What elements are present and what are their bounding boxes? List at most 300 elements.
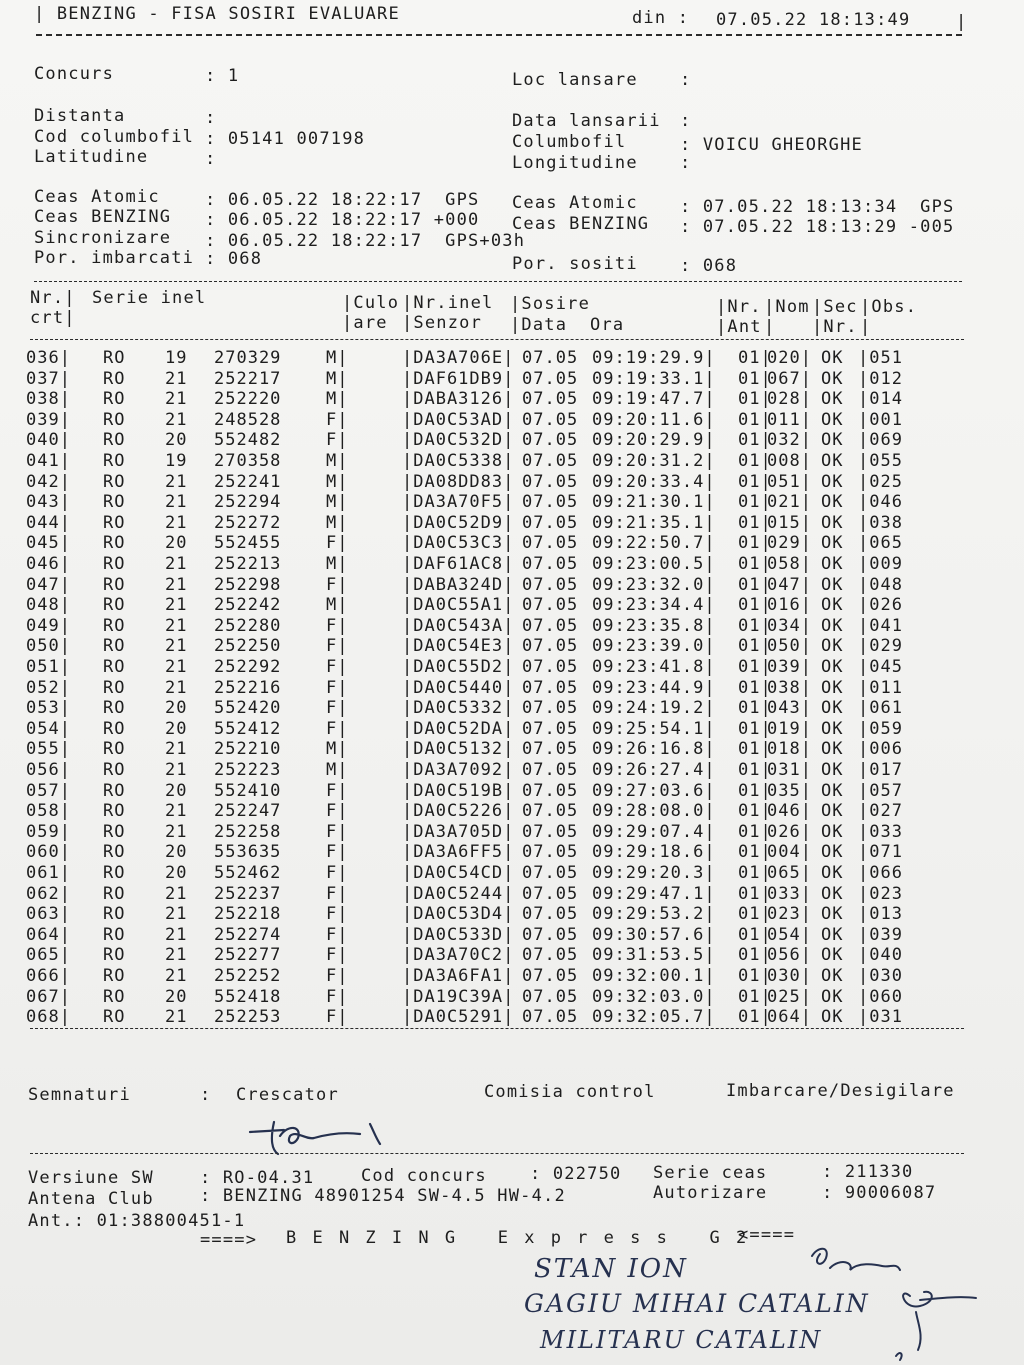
row-arrival-date: 07.05 [522, 615, 579, 636]
row-antenna: 01| [738, 492, 772, 513]
row-country: RO [103, 718, 126, 739]
row-sensor-id: |DA0C5226| [402, 801, 515, 822]
row-antenna: 01| [738, 389, 772, 410]
row-antenna: 01| [738, 698, 772, 719]
row-arrival-date: 07.05 [522, 883, 579, 904]
banner-right-arrow: <==== [738, 1225, 796, 1245]
table-row [0, 987, 1024, 1007]
ceas-benzing-end-value: : 07.05.22 18:13:29 -005 [680, 217, 955, 237]
row-ring-year: 21 [165, 657, 188, 677]
row-sec-status: OK [821, 430, 844, 451]
row-ring-year: 21 [165, 739, 188, 760]
row-sensor-id: |DA3A706E| [402, 348, 515, 368]
row-sec-status: OK [821, 739, 844, 760]
crescator-label: Crescator [236, 1085, 339, 1105]
row-ring-year: 21 [165, 924, 188, 945]
row-arrival-date: 07.05 [522, 904, 579, 925]
row-arrival-time: 09:25:54.1| [592, 718, 716, 739]
row-arrival-date: 07.05 [522, 657, 579, 677]
row-nom: 064| [767, 1007, 812, 1028]
longitudine-label: Longitudine [512, 153, 638, 173]
row-arrival-time: 09:23:35.8| [592, 615, 716, 636]
row-sec-status: OK [821, 1007, 844, 1028]
row-obs: |023 [858, 883, 903, 904]
row-country: RO [103, 430, 126, 451]
ceas-atomic-end-value: : 07.05.22 18:13:34 GPS [680, 197, 955, 217]
row-sec-status: OK [821, 348, 844, 368]
row-country: RO [103, 698, 126, 719]
row-obs: |066 [858, 863, 903, 883]
row-arrival-time: 09:23:44.9| [592, 677, 716, 698]
col-culoare-line2: |are [342, 313, 388, 333]
row-arrival-time: 09:20:31.2| [592, 451, 716, 471]
row-nom: 054| [767, 924, 812, 945]
row-arrival-time: 09:29:07.4| [592, 821, 716, 842]
col-serie-inel: Serie inel [92, 288, 207, 308]
row-nom: 030| [767, 966, 812, 986]
col-nom-line1: |Nom [764, 297, 810, 317]
table-row [0, 369, 1024, 389]
row-arrival-date: 07.05 [522, 636, 579, 657]
row-arrival-time: 09:21:35.1| [592, 512, 716, 533]
row-sec-status: OK [821, 368, 844, 389]
row-country: RO [103, 492, 126, 513]
row-sec-status: OK [821, 863, 844, 883]
row-sensor-id: |DA0C53AD| [402, 409, 515, 430]
row-nr: 067| [26, 986, 71, 1007]
row-sensor-id: |DA3A6FF5| [402, 842, 515, 863]
col-obs-line1: |Obs. [860, 297, 918, 317]
row-country: RO [103, 471, 126, 492]
latitudine-value: : [205, 149, 217, 169]
row-arrival-time: 09:29:53.2| [592, 904, 716, 925]
row-sec-status: OK [821, 780, 844, 801]
row-nr: 043| [26, 492, 71, 513]
row-country: RO [103, 451, 126, 471]
row-sex: F| [326, 718, 349, 739]
row-ring-year: 21 [165, 1007, 188, 1028]
row-obs: |027 [858, 801, 903, 822]
row-arrival-time: 09:29:20.3| [592, 863, 716, 883]
row-nom: 031| [767, 760, 812, 780]
row-sensor-id: |DA19C39A| [402, 986, 515, 1007]
col-obs-line2: | [860, 317, 872, 337]
row-arrival-time: 09:23:00.5| [592, 554, 716, 574]
row-sec-status: OK [821, 801, 844, 822]
row-sec-status: OK [821, 924, 844, 945]
row-ring-year: 20 [165, 842, 188, 863]
row-arrival-time: 09:26:27.4| [592, 760, 716, 780]
row-arrival-time: 09:20:11.6| [592, 409, 716, 430]
row-nom: 065| [767, 863, 812, 883]
row-nr: 060| [26, 842, 71, 863]
row-arrival-time: 09:32:03.0| [592, 986, 716, 1007]
row-country: RO [103, 409, 126, 430]
row-antenna: 01| [738, 1007, 772, 1028]
row-ring-year: 21 [165, 801, 188, 822]
row-sensor-id: |DA3A6FA1| [402, 966, 515, 986]
row-sec-status: OK [821, 533, 844, 554]
row-antenna: 01| [738, 348, 772, 368]
cod-columbofil-label: Cod columbofil [34, 127, 195, 147]
row-antenna: 01| [738, 904, 772, 925]
row-country: RO [103, 615, 126, 636]
row-ring-year: 20 [165, 780, 188, 801]
table-row [0, 925, 1024, 945]
row-sec-status: OK [821, 698, 844, 719]
table-row [0, 945, 1024, 965]
row-nom: 056| [767, 945, 812, 966]
row-obs: |041 [858, 615, 903, 636]
row-nom: 019| [767, 718, 812, 739]
table-row [0, 389, 1024, 409]
row-sex: F| [326, 657, 349, 677]
row-country: RO [103, 512, 126, 533]
row-sec-status: OK [821, 945, 844, 966]
row-nom: 023| [767, 904, 812, 925]
row-sex: M| [326, 760, 349, 780]
row-obs: |009 [858, 554, 903, 574]
row-obs: |030 [858, 966, 903, 986]
row-ring-year: 21 [165, 368, 188, 389]
row-obs: |055 [858, 451, 903, 471]
row-arrival-time: 09:27:03.6| [592, 780, 716, 801]
row-antenna: 01| [738, 554, 772, 574]
row-country: RO [103, 904, 126, 925]
row-nom: 035| [767, 780, 812, 801]
row-arrival-date: 07.05 [522, 945, 579, 966]
table-row [0, 513, 1024, 533]
row-nr: 053| [26, 698, 71, 719]
row-arrival-time: 09:24:19.2| [592, 698, 716, 719]
row-nr: 049| [26, 615, 71, 636]
row-arrival-date: 07.05 [522, 533, 579, 554]
row-sec-status: OK [821, 409, 844, 430]
row-sec-status: OK [821, 615, 844, 636]
col-nr-crt-line2: crt| [30, 308, 76, 328]
row-arrival-time: 09:22:50.7| [592, 533, 716, 554]
row-nr: 057| [26, 780, 71, 801]
row-sex: F| [326, 986, 349, 1007]
row-obs: |040 [858, 945, 903, 966]
concurs-value: : 1 [205, 66, 240, 86]
table-row [0, 904, 1024, 924]
row-arrival-time: 09:29:47.1| [592, 883, 716, 904]
row-obs: |065 [858, 533, 903, 554]
row-sensor-id: |DA0C5440| [402, 677, 515, 698]
row-obs: |013 [858, 904, 903, 925]
table-row [0, 533, 1024, 553]
row-nom: 058| [767, 554, 812, 574]
row-ring-number: 553635 [214, 842, 282, 863]
row-nr: 044| [26, 512, 71, 533]
table-row [0, 760, 1024, 780]
row-country: RO [103, 760, 126, 780]
row-sex: F| [326, 945, 349, 966]
autorizare-label: Autorizare [653, 1183, 768, 1203]
row-sec-status: OK [821, 636, 844, 657]
row-antenna: 01| [738, 595, 772, 616]
table-row [0, 430, 1024, 450]
row-ring-number: 252274 [214, 924, 282, 945]
row-country: RO [103, 739, 126, 760]
table-row [0, 801, 1024, 821]
row-ring-number: 270329 [214, 348, 282, 368]
row-country: RO [103, 801, 126, 822]
row-sex: F| [326, 780, 349, 801]
row-arrival-date: 07.05 [522, 677, 579, 698]
row-country: RO [103, 945, 126, 966]
row-arrival-date: 07.05 [522, 389, 579, 410]
row-sensor-id: |DA0C5132| [402, 739, 515, 760]
row-antenna: 01| [738, 451, 772, 471]
row-ring-year: 21 [165, 595, 188, 616]
row-arrival-time: 09:23:39.0| [592, 636, 716, 657]
row-country: RO [103, 677, 126, 698]
row-nom: 020| [767, 348, 812, 368]
row-sex: F| [326, 883, 349, 904]
row-sec-status: OK [821, 986, 844, 1007]
row-antenna: 01| [738, 533, 772, 554]
row-antenna: 01| [738, 883, 772, 904]
row-sensor-id: |DA0C52DA| [402, 718, 515, 739]
row-ring-number: 252253 [214, 1007, 282, 1028]
row-obs: |038 [858, 512, 903, 533]
row-antenna: 01| [738, 945, 772, 966]
row-sec-status: OK [821, 451, 844, 471]
row-country: RO [103, 821, 126, 842]
row-arrival-time: 09:19:47.7| [592, 389, 716, 410]
row-arrival-date: 07.05 [522, 409, 579, 430]
distanta-label: Distanta [34, 106, 126, 126]
cod-concurs-label: Cod concurs [361, 1166, 487, 1186]
loc-lansare-label: Loc lansare [512, 70, 638, 90]
row-sensor-id: |DA0C543A| [402, 615, 515, 636]
row-ring-number: 252294 [214, 492, 282, 513]
row-sec-status: OK [821, 904, 844, 925]
autorizare-value: : 90006087 [822, 1183, 937, 1203]
table-row [0, 472, 1024, 492]
row-obs: |031 [858, 1007, 903, 1028]
row-nr: 037| [26, 368, 71, 389]
col-nr-crt-line1: Nr.| [30, 288, 76, 308]
table-row [0, 719, 1024, 739]
row-obs: |025 [858, 471, 903, 492]
antenna-id: Ant.: 01:38800451-1 [28, 1211, 246, 1231]
row-nr: 054| [26, 718, 71, 739]
row-nr: 068| [26, 1007, 71, 1028]
row-sensor-id: |DA0C5338| [402, 451, 515, 471]
sincronizare-label: Sincronizare [34, 228, 172, 248]
row-ring-number: 252272 [214, 512, 282, 533]
latitudine-label: Latitudine [34, 147, 149, 167]
row-sensor-id: |DA3A7092| [402, 760, 515, 780]
handwritten-name-1: STAN ION [534, 1254, 688, 1284]
row-nom: 067| [767, 368, 812, 389]
cod-columbofil-value: : 05141 007198 [205, 129, 366, 149]
row-ring-year: 21 [165, 512, 188, 533]
row-ring-year: 20 [165, 698, 188, 719]
row-sex: M| [326, 389, 349, 410]
row-ring-number: 252252 [214, 966, 282, 986]
row-sensor-id: |DABA3126| [402, 389, 515, 410]
row-ring-year: 21 [165, 677, 188, 698]
header-divider [36, 34, 962, 36]
row-ring-number: 252223 [214, 760, 282, 780]
row-ring-year: 21 [165, 389, 188, 410]
row-sensor-id: |DA0C53D4| [402, 904, 515, 925]
row-sex: F| [326, 842, 349, 863]
row-ring-year: 21 [165, 904, 188, 925]
row-antenna: 01| [738, 842, 772, 863]
columbofil-value: : VOICU GHEORGHE [680, 135, 863, 155]
table-row [0, 739, 1024, 759]
row-sensor-id: |DA08DD83| [402, 471, 515, 492]
row-country: RO [103, 780, 126, 801]
table-row [0, 636, 1024, 656]
row-sec-status: OK [821, 595, 844, 616]
row-nr: 039| [26, 409, 71, 430]
row-ring-number: 252242 [214, 595, 282, 616]
col-nr-ant-line2: |Ant [716, 317, 762, 337]
row-ring-year: 21 [165, 471, 188, 492]
row-arrival-date: 07.05 [522, 512, 579, 533]
row-nom: 021| [767, 492, 812, 513]
versiune-sw-label: Versiune SW [28, 1168, 154, 1188]
row-nr: 059| [26, 821, 71, 842]
ceas-atomic-start-value: : 06.05.22 18:22:17 GPS [205, 190, 480, 210]
table-row [0, 348, 1024, 368]
row-arrival-date: 07.05 [522, 430, 579, 451]
row-country: RO [103, 595, 126, 616]
row-nr: 051| [26, 657, 71, 677]
ceas-benzing-start-value: : 06.05.22 18:22:17 +000 [205, 210, 480, 230]
row-arrival-date: 07.05 [522, 595, 579, 616]
row-nom: 046| [767, 801, 812, 822]
row-sex: F| [326, 677, 349, 698]
row-country: RO [103, 368, 126, 389]
row-nr: 062| [26, 883, 71, 904]
ceas-benzing-end-label: Ceas BENZING [512, 214, 650, 234]
table-row [0, 698, 1024, 718]
versiune-sw-value: : RO-04.31 [200, 1168, 315, 1188]
row-sex: M| [326, 554, 349, 574]
row-nom: 025| [767, 986, 812, 1007]
report-date-value: 07.05.22 18:13:49 [716, 10, 911, 30]
row-country: RO [103, 574, 126, 595]
table-row [0, 575, 1024, 595]
row-arrival-time: 09:29:18.6| [592, 842, 716, 863]
row-nom: 004| [767, 842, 812, 863]
row-sex: F| [326, 533, 349, 554]
row-ring-year: 21 [165, 409, 188, 430]
row-sex: F| [326, 430, 349, 451]
row-sensor-id: |DA0C533D| [402, 924, 515, 945]
row-obs: |061 [858, 698, 903, 719]
row-ring-year: 20 [165, 863, 188, 883]
por-sositi-label: Por. sositi [512, 254, 638, 274]
row-sensor-id: |DA3A70C2| [402, 945, 515, 966]
data-lansarii-value: : [680, 111, 692, 131]
row-nr: 050| [26, 636, 71, 657]
row-antenna: 01| [738, 574, 772, 595]
row-ring-year: 19 [165, 348, 188, 368]
row-arrival-time: 09:26:16.8| [592, 739, 716, 760]
row-country: RO [103, 986, 126, 1007]
row-ring-number: 552420 [214, 698, 282, 719]
row-antenna: 01| [738, 471, 772, 492]
banner-left-arrow: ====> [200, 1230, 258, 1250]
row-ring-number: 552462 [214, 863, 282, 883]
table-row [0, 410, 1024, 430]
row-country: RO [103, 389, 126, 410]
longitudine-value: : [680, 153, 692, 173]
row-nom: 028| [767, 389, 812, 410]
row-sec-status: OK [821, 492, 844, 513]
row-ring-number: 252220 [214, 389, 282, 410]
row-arrival-date: 07.05 [522, 451, 579, 471]
row-arrival-date: 07.05 [522, 1007, 579, 1028]
row-arrival-date: 07.05 [522, 780, 579, 801]
row-arrival-time: 09:28:08.0| [592, 801, 716, 822]
row-arrival-date: 07.05 [522, 554, 579, 574]
row-obs: |051 [858, 348, 903, 368]
row-arrival-date: 07.05 [522, 821, 579, 842]
row-sec-status: OK [821, 883, 844, 904]
row-sec-status: OK [821, 389, 844, 410]
col-sosire-line2: |Data Ora [510, 315, 625, 335]
row-country: RO [103, 966, 126, 986]
row-arrival-date: 07.05 [522, 986, 579, 1007]
row-ring-number: 252213 [214, 554, 282, 574]
row-ring-year: 20 [165, 718, 188, 739]
row-arrival-date: 07.05 [522, 492, 579, 513]
row-antenna: 01| [738, 924, 772, 945]
row-nr: 061| [26, 863, 71, 883]
row-arrival-date: 07.05 [522, 698, 579, 719]
semnaturi-colon: : [200, 1085, 212, 1105]
row-country: RO [103, 1007, 126, 1028]
row-arrival-date: 07.05 [522, 739, 579, 760]
row-country: RO [103, 863, 126, 883]
row-ring-number: 252217 [214, 368, 282, 389]
table-row [0, 451, 1024, 471]
row-nom: 026| [767, 821, 812, 842]
por-imbarcati-value: : 068 [205, 249, 263, 269]
row-sec-status: OK [821, 554, 844, 574]
row-nom: 033| [767, 883, 812, 904]
row-sensor-id: |DA0C519B| [402, 780, 515, 801]
row-obs: |026 [858, 595, 903, 616]
row-arrival-date: 07.05 [522, 863, 579, 883]
row-nr: 041| [26, 451, 71, 471]
row-ring-number: 552410 [214, 780, 282, 801]
row-sex: F| [326, 966, 349, 986]
row-sec-status: OK [821, 677, 844, 698]
row-country: RO [103, 533, 126, 554]
row-sensor-id: |DA0C5291| [402, 1007, 515, 1028]
row-sensor-id: |DAF61AC8| [402, 554, 515, 574]
row-antenna: 01| [738, 512, 772, 533]
row-arrival-time: 09:19:33.1| [592, 368, 716, 389]
col-sec-nr-line2: |Nr. [812, 317, 858, 337]
row-ring-number: 252277 [214, 945, 282, 966]
row-sensor-id: |DA0C52D9| [402, 512, 515, 533]
table-row [0, 678, 1024, 698]
row-ring-number: 252218 [214, 904, 282, 925]
row-sensor-id: |DA0C5332| [402, 698, 515, 719]
row-sex: F| [326, 863, 349, 883]
